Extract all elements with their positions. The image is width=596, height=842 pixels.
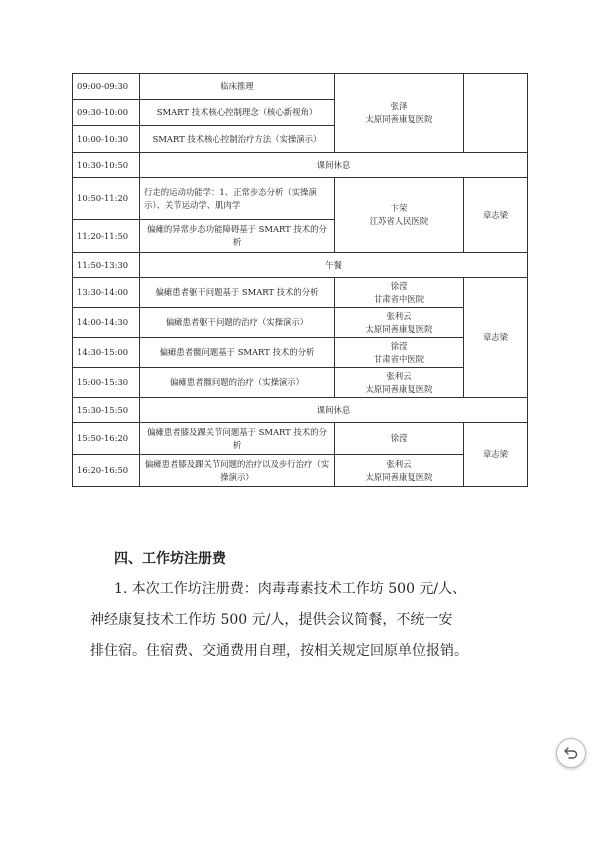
host-cell: 章志梁 <box>464 178 528 253</box>
host-cell: 章志梁 <box>464 423 528 487</box>
return-arrow-icon <box>563 745 579 761</box>
speaker-cell: 张利云 太原同善康复医院 <box>335 308 464 338</box>
topic-cell: 偏瘫患者膝及踝关节问题基于 SMART 技术的分析 <box>140 423 335 455</box>
return-button[interactable] <box>556 738 586 768</box>
time-cell: 13:30-14:00 <box>73 278 140 308</box>
host-cell: 章志梁 <box>464 278 528 398</box>
time-cell: 09:00-09:30 <box>73 74 140 100</box>
speaker-cell: 张利云 太原同善康复医院 <box>335 368 464 398</box>
registration-fee-paragraph <box>90 574 530 667</box>
speaker-text: 张泽 太原同善康复医院 <box>365 101 433 124</box>
speaker-cell: 徐滢 甘肃省中医院 <box>335 278 464 308</box>
topic-cell: 临床推理 <box>140 74 335 100</box>
host-cell <box>464 74 528 153</box>
time-cell: 11:20-11:50 <box>73 220 140 253</box>
time-cell: 16:20-16:50 <box>73 455 140 487</box>
topic-cell: 偏瘫患者髋问题的治疗（实操演示） <box>140 368 335 398</box>
time-cell: 11:50-13:30 <box>73 253 140 278</box>
break-cell: 课间休息 <box>140 153 528 178</box>
time-cell: 15:30-15:50 <box>73 398 140 423</box>
paragraph-line: 1. 本次工作坊注册费：肉毒毒素技术工作坊 500 元/人、 <box>114 581 467 597</box>
topic-cell: SMART 技术核心控制治疗方法（实操演示） <box>140 126 335 153</box>
speaker-cell <box>335 178 464 253</box>
topic-cell: 偏瘫的异常步态功能障碍基于 SMART 技术的分析 <box>140 220 335 253</box>
time-cell: 14:30-15:00 <box>73 338 140 368</box>
speaker-cell: 张利云 太原同善康复医院 <box>335 455 464 487</box>
speaker-cell: 徐滢 甘肃省中医院 <box>335 338 464 368</box>
section-heading: 四、工作坊注册费 <box>114 551 226 567</box>
lunch-cell: 午餐 <box>140 253 528 278</box>
topic-cell: 偏瘫患者膝及踝关节问题的治疗以及步行治疗（实操演示） <box>140 455 335 487</box>
break-cell: 课间休息 <box>140 398 528 423</box>
time-cell: 10:30-10:50 <box>73 153 140 178</box>
time-cell: 09:30-10:00 <box>73 100 140 126</box>
time-cell: 15:00-15:30 <box>73 368 140 398</box>
paragraph-line: 神经康复技术工作坊 500 元/人，提供会议简餐，不统一安 <box>90 612 453 628</box>
speaker-cell <box>335 74 464 153</box>
speaker-text: 卞荣 江苏省人民医院 <box>369 203 429 226</box>
time-cell: 10:00-10:30 <box>73 126 140 153</box>
speaker-cell: 徐滢 <box>335 423 464 455</box>
time-cell: 15:50-16:20 <box>73 423 140 455</box>
topic-cell: 偏瘫患者髋问题基于 SMART 技术的分析 <box>140 338 335 368</box>
topic-cell: SMART 技术核心控制理念（核心新视角） <box>140 100 335 126</box>
paragraph-line: 排住宿。住宿费、交通费用自理，按相关规定回原单位报销。 <box>90 643 468 659</box>
time-cell: 14:00-14:30 <box>73 308 140 338</box>
topic-cell: 偏瘫患者躯干问题基于 SMART 技术的分析 <box>140 278 335 308</box>
schedule-table <box>72 73 528 487</box>
topic-cell: 偏瘫患者躯干问题的治疗（实操演示） <box>140 308 335 338</box>
topic-cell: 行走的运动功能学：1、正常步态分析（实操演示）、关节运动学、肌肉学 <box>140 178 335 220</box>
time-cell: 10:50-11:20 <box>73 178 140 220</box>
